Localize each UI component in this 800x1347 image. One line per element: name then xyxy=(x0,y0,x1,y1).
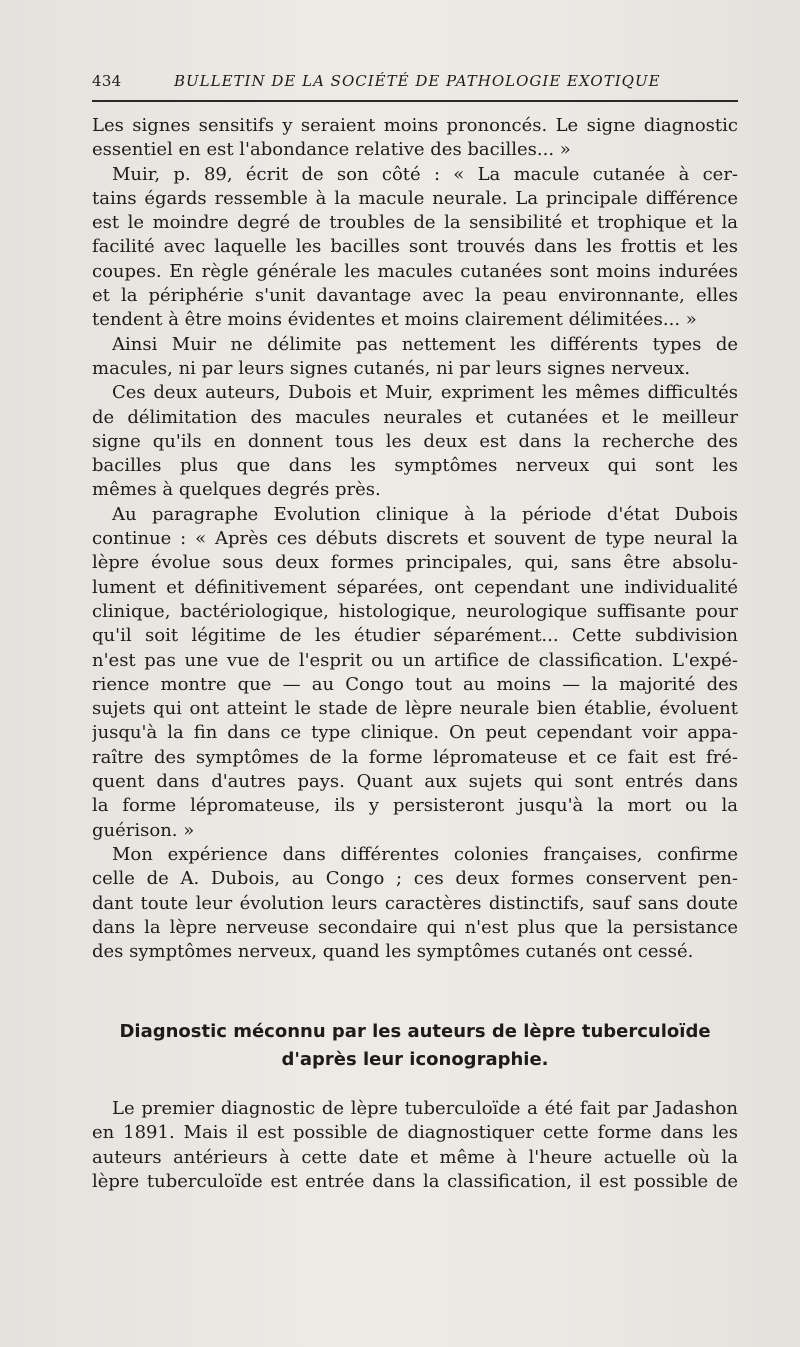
text-line: Le premier diagnostic de lèpre tuberculoïde a été fait par Jadashon xyxy=(112,1098,738,1119)
body-text xyxy=(92,114,738,964)
text-line: rience montre que — au Congo tout au moins — la majorité des xyxy=(92,673,738,695)
section-body-text xyxy=(92,1097,738,1194)
section-heading-line: d'après leur iconographie. xyxy=(281,1049,549,1070)
text-line: en 1891. Mais il est possible de diagnostiquer cette forme dans les xyxy=(92,1122,738,1144)
text-line: est le moindre degré de troubles de la sensibilité et trophique et la xyxy=(92,212,738,234)
text-line: raître des symptômes de la forme lépromateuse et ce fait est fré- xyxy=(92,746,738,768)
text-line: coupes. En règle générale les macules cutanées sont moins indurées xyxy=(92,260,738,282)
text-line: lèpre tuberculoïde est entrée dans la classification, il est possible de xyxy=(92,1170,738,1192)
section-heading-line: Diagnostic méconnu par les auteurs de lèpre tuberculoïde xyxy=(119,1021,711,1042)
text-line: et la périphérie s'unit davantage avec la peau environnante, elles xyxy=(92,285,738,307)
text-line: auteurs antérieurs à cette date et même à l'heure actuelle où la xyxy=(92,1146,738,1168)
text-line: Au paragraphe Evolution clinique à la période d'état Dubois xyxy=(112,503,738,525)
text-line: tendent à être moins évidentes et moins clairement délimitées... » xyxy=(92,309,697,331)
header-rule xyxy=(92,100,738,102)
text-line: Ces deux auteurs, Dubois et Muir, expriment les mêmes difficultés xyxy=(112,382,738,404)
text-line: guérison. » xyxy=(92,819,195,841)
text-line: essentiel en est l'abondance relative des bacilles... » xyxy=(92,139,571,161)
text-line: Mon expérience dans différentes colonies françaises, confirme xyxy=(112,843,738,865)
text-line: lèpre évolue sous deux formes principales, qui, sans être absolu- xyxy=(92,552,738,574)
section-heading xyxy=(92,1018,738,1074)
text-line: sujets qui ont atteint le stade de lèpre neurale bien établie, évoluent xyxy=(92,698,738,720)
text-line: de délimitation des macules neurales et cutanées et le meilleur xyxy=(92,406,738,428)
text-line: Les signes sensitifs y seraient moins prononcés. Le signe diagnostic xyxy=(92,115,738,136)
text-line: signe qu'ils en donnent tous les deux est dans la recherche des xyxy=(92,430,738,452)
text-line: la forme lépromateuse, ils y persisteront jusqu'à la mort ou la xyxy=(92,795,738,817)
text-line: mêmes à quelques degrés près. xyxy=(92,479,381,501)
text-line: dant toute leur évolution leurs caractères distinctifs, sauf sans doute xyxy=(92,892,738,914)
text-line: quent dans d'autres pays. Quant aux sujets qui sont entrés dans xyxy=(92,771,738,793)
text-line: macules, ni par leurs signes cutanés, ni par leurs signes nerveux. xyxy=(92,357,691,379)
page-number: 434 xyxy=(92,72,122,90)
text-line: n'est pas une vue de l'esprit ou un artifice de classification. L'expé- xyxy=(92,649,738,671)
text-line: jusqu'à la fin dans ce type clinique. On peut cependant voir appa- xyxy=(92,722,738,744)
text-line: tains égards ressemble à la macule neurale. La principale différence xyxy=(92,187,738,209)
page-header xyxy=(92,72,738,94)
text-line: qu'il soit légitime de les étudier séparément... Cette subdivision xyxy=(92,625,738,647)
text-line: des symptômes nerveux, quand les symptômes cutanés ont cessé. xyxy=(92,941,694,963)
text-line: lument et définitivement séparées, ont cependant une individualité xyxy=(92,576,738,598)
text-line: Muir, p. 89, écrit de son côté : « La macule cutanée à cer- xyxy=(112,163,738,185)
text-line: Ainsi Muir ne délimite pas nettement les différents types de xyxy=(112,333,738,355)
text-line: dans la lèpre nerveuse secondaire qui n'est plus que la persistance xyxy=(92,916,738,938)
text-line: bacilles plus que dans les symptômes nerveux qui sont les xyxy=(92,455,738,477)
text-line: continue : « Après ces débuts discrets et souvent de type neural la xyxy=(92,528,738,550)
text-line: celle de A. Dubois, au Congo ; ces deux formes conservent pen- xyxy=(92,868,738,890)
text-line: clinique, bactériologique, histologique, neurologique suffisante pour xyxy=(92,600,738,622)
text-line: facilité avec laquelle les bacilles sont trouvés dans les frottis et les xyxy=(92,236,738,258)
running-title: BULLETIN DE LA SOCIÉTÉ DE PATHOLOGIE EXOTIQUE xyxy=(174,72,661,90)
